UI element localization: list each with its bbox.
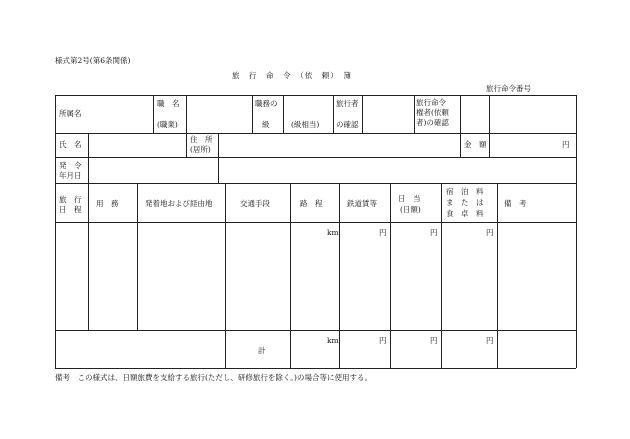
position-label: 職 名 xyxy=(157,99,180,108)
grid-line xyxy=(460,95,461,133)
issue-date-label: 発 令 xyxy=(59,161,82,170)
grid-line xyxy=(88,183,89,330)
authority-confirm-label-3: 者)の確認 xyxy=(416,118,449,127)
grid-line xyxy=(186,133,187,157)
authority-confirm-label-2: 権者(依頼 xyxy=(416,108,449,117)
issue-date-label-2: 年月日 xyxy=(59,171,82,180)
travel-schedule-label: 旅 行 xyxy=(59,195,82,204)
grid-line xyxy=(414,95,415,133)
grid-line xyxy=(225,183,226,368)
grid-line xyxy=(88,157,89,183)
route-header: 発着地および経由地 xyxy=(145,199,213,208)
traveler-confirm-label: 旅行者 xyxy=(336,99,359,108)
remarks-header: 備 考 xyxy=(504,199,527,208)
grid-line xyxy=(55,157,576,158)
footnote: 備考 この様式は、日額旅費を支給する旅行(ただし、研修旅行を除く。)の場合等に使用する。 xyxy=(55,373,372,382)
grid-line xyxy=(576,95,577,368)
purpose-header: 用 務 xyxy=(96,199,119,208)
grid-line xyxy=(441,183,442,368)
name-label: 氏 名 xyxy=(59,140,82,149)
lodging-unit: 円 xyxy=(486,228,494,237)
grid-line xyxy=(497,183,498,368)
grade-label: 職務の xyxy=(255,99,278,108)
address-label: 住 所 xyxy=(190,135,213,144)
form-number: 様式第2号(第6条関係) xyxy=(55,56,131,65)
grid-line xyxy=(333,95,334,133)
daily-allowance-header-2: (日額) xyxy=(400,205,421,214)
grid-line xyxy=(218,157,219,183)
daily-allowance-unit: 円 xyxy=(430,228,438,237)
travel-schedule-label-2: 日 程 xyxy=(59,205,82,214)
distance-unit: km xyxy=(327,228,339,237)
rail-fare-header: 鉄道賃等 xyxy=(347,199,377,208)
rail-fare-unit: 円 xyxy=(379,228,387,237)
occupation-label: (職業) xyxy=(157,120,178,129)
order-number-label: 旅行命令番号 xyxy=(486,84,531,93)
grid-line xyxy=(55,133,576,134)
grid-line xyxy=(252,95,253,133)
grid-line xyxy=(55,95,576,96)
grid-line xyxy=(339,183,340,368)
traveler-confirm-label-2: の確認 xyxy=(336,120,359,129)
grid-line xyxy=(55,95,56,368)
distance-header: 路 程 xyxy=(300,199,323,208)
grid-line xyxy=(489,95,490,133)
grid-line xyxy=(153,95,154,133)
grid-line xyxy=(390,183,391,368)
total-daily-allowance-unit: 円 xyxy=(430,336,438,345)
grade-equivalent-label: (級相当) xyxy=(291,120,320,129)
daily-allowance-header: 日 当 xyxy=(398,194,421,203)
page-title: 旅 行 命 令 （依 頼） 簿 xyxy=(232,71,352,80)
department-label: 所属名 xyxy=(59,109,82,118)
transport-header: 交通手段 xyxy=(240,199,270,208)
lodging-header-2: ま た は xyxy=(446,198,484,207)
grid-line xyxy=(460,133,461,157)
grid-line xyxy=(489,133,490,157)
grid-line xyxy=(218,133,219,157)
lodging-header-3: 食 卓 料 xyxy=(446,209,484,218)
grid-line xyxy=(137,183,138,330)
residence-label: (居所) xyxy=(190,145,211,154)
total-label: 計 xyxy=(258,346,266,355)
total-lodging-unit: 円 xyxy=(486,336,494,345)
lodging-header: 宿 泊 料 xyxy=(446,187,484,196)
amount-label: 金 額 xyxy=(464,140,487,149)
total-distance-unit: km xyxy=(327,336,339,345)
total-rail-fare-unit: 円 xyxy=(379,336,387,345)
grid-line xyxy=(88,133,89,157)
grade-suffix-label: 級 xyxy=(262,120,270,129)
grid-line xyxy=(290,183,291,368)
grid-line xyxy=(55,368,576,369)
grid-line xyxy=(283,95,284,133)
authority-confirm-label: 旅行命令 xyxy=(416,98,446,107)
grid-line xyxy=(362,95,363,133)
amount-unit: 円 xyxy=(562,140,570,149)
grid-line xyxy=(186,95,187,133)
